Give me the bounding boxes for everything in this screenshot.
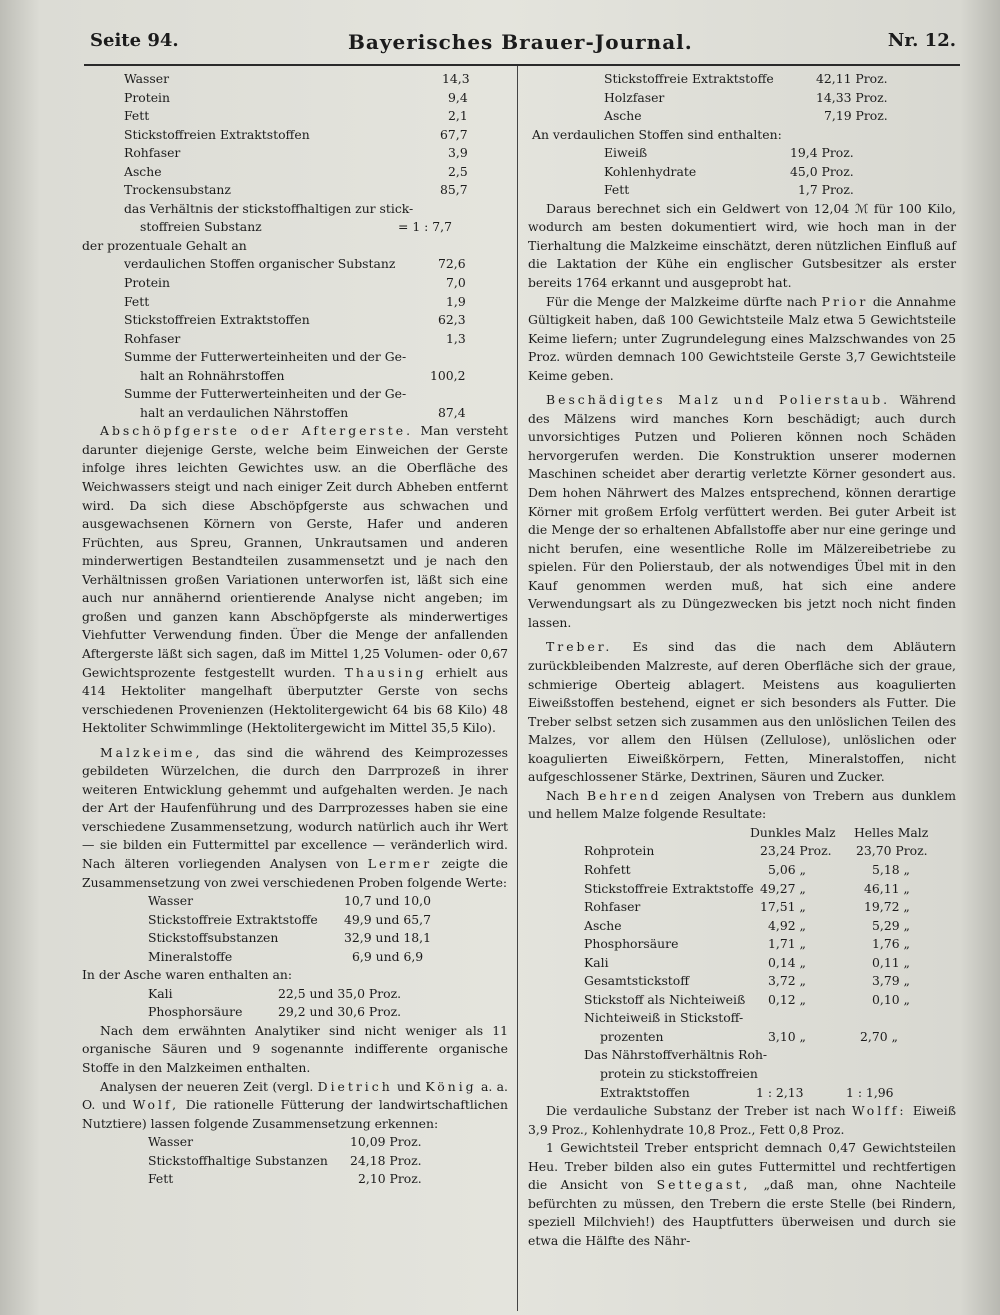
wolff-text: Die verdauliche Substanz der Treber ist nach bbox=[546, 1103, 846, 1119]
row-label: Stickstoffreie Extraktstoffe bbox=[584, 880, 754, 896]
light-value: 23,70 Proz. bbox=[856, 843, 928, 859]
light-value: 19,72 „ bbox=[864, 899, 910, 915]
table-row bbox=[82, 126, 508, 145]
lermer-body: zeigte die Zusammensetzung von zwei verschiedenen Proben folgende Werte: bbox=[82, 855, 508, 890]
sum2-label-line2: halt an verdaulichen Nährstoffen bbox=[140, 404, 349, 420]
table-row bbox=[82, 89, 508, 108]
table-row bbox=[528, 1065, 956, 1084]
table-row bbox=[82, 181, 508, 200]
table-row bbox=[528, 163, 956, 182]
row-value: 19,4 Proz. bbox=[790, 145, 854, 161]
light-value: 1 : 1,96 bbox=[846, 1084, 894, 1100]
asche-intro-row bbox=[82, 966, 508, 985]
row-label-line2: prozenten bbox=[600, 1028, 664, 1044]
author-settegast: Settegast, bbox=[656, 1177, 751, 1193]
row-value: 62,3 bbox=[438, 312, 466, 328]
row-value: 10,7 und 10,0 bbox=[344, 893, 431, 909]
row-value: 2,5 bbox=[448, 163, 468, 179]
column-header-dark: Dunkles Malz bbox=[750, 824, 836, 840]
behrend-text2: zeigen Analysen von Trebern aus dunklem und hellem Malze folgende Resultate: bbox=[528, 787, 956, 822]
sum1-label-line1: Summe der Futterwerteinheiten und der Ge- bbox=[124, 349, 407, 365]
row-label: Asche bbox=[124, 163, 162, 179]
table-row bbox=[82, 255, 508, 274]
sum2-value: 87,4 bbox=[438, 404, 466, 420]
asche-intro: In der Asche waren enthalten an: bbox=[82, 967, 292, 983]
row-value: 14,33 Proz. bbox=[816, 89, 888, 105]
row-value: 1,7 Proz. bbox=[798, 182, 854, 198]
row-value: 2,10 Proz. bbox=[358, 1171, 422, 1187]
row-label: Kohlenhydrate bbox=[604, 163, 697, 179]
table-row bbox=[82, 330, 508, 349]
row-label: Stickstoffreie Extraktstoffe bbox=[148, 911, 318, 927]
table-row bbox=[528, 991, 956, 1010]
abschoepf-body: Man versteht darunter diejenige Gerste, welche beim Einweichen der Gerste infolge ihres leichten Gewichtes usw. an die Oberfläche des Weichwassers steigt und nach einiger Zeit durch Abheben entfernt wird. Da sich diese Abschöpfgerste aus schwachen und ausgewachsenen Körnern von Gerste, Hafer und anderen Früchten, aus Spreu, Grannen, Unkrautsamen und anderen minderwertigen Bestandteilen zusammensetzt und je nach den Verhältnissen großen Variationen unterworfen ist, läßt sich eine auch nur annähernd orientierende Analyse nicht angeben; im großen und ganzen kann Abschöpfgerste als minderwertiges Viehfutter Verwendung finden. Über die Menge der anfallenden Aftergerste läßt sich sagen, daß im Mittel 1,25 Volumen- oder 0,67 Gewichtsprozente festgestellt wurden. bbox=[82, 423, 508, 680]
table-row bbox=[82, 985, 508, 1004]
analysen-text: Analysen der neueren Zeit (vergl. bbox=[100, 1078, 314, 1094]
wolff-paragraph bbox=[528, 1102, 956, 1139]
percent-intro-row bbox=[82, 237, 508, 256]
right-column bbox=[528, 70, 956, 1250]
ratio-label-line2: stoffreien Substanz bbox=[140, 219, 262, 235]
malzkeime-table bbox=[82, 892, 508, 1022]
table-row bbox=[528, 880, 956, 899]
row-label: Rohfett bbox=[584, 861, 631, 877]
row-label: Stickstoffreien Extraktstoffen bbox=[124, 312, 310, 328]
analysen-text2: a. a. O. und bbox=[82, 1078, 508, 1113]
dark-value: 23,24 Proz. bbox=[760, 843, 832, 859]
row-label: Wasser bbox=[148, 893, 194, 909]
verdaulich-intro-row bbox=[528, 126, 956, 145]
row-value: 6,9 und 6,9 bbox=[352, 948, 424, 964]
sum-row bbox=[82, 404, 508, 423]
table-row bbox=[528, 70, 956, 89]
row-label: Phosphorsäure bbox=[148, 1004, 243, 1020]
sum-row bbox=[82, 348, 508, 367]
table-row bbox=[82, 1003, 508, 1022]
ratio-value: = 1 : 7,7 bbox=[398, 219, 452, 235]
table-row bbox=[82, 311, 508, 330]
left-column bbox=[82, 70, 508, 1189]
row-value: 49,9 und 65,7 bbox=[344, 911, 431, 927]
ratio-row bbox=[82, 200, 508, 219]
beschaedigt-body: Während des Mälzens wird manches Korn beschädigt; auch durch unvorsichtiges Putzen und Polieren können noch Schäden hervorgerufen werden. Die Konstruktion unserer modernen Maschinen scheidet aber derartig verletzte Körner gesondert aus. Dem hohen Nährwert des Malzes entsprechend, können derartige Körner mit großem Erfolg verfüttert werden. Bei guter Arbeit ist die Menge der so erhaltenen Abfallstoffe aber nur eine geringe und nicht berufen, eine wesentliche Rolle im Mälzereibetriebe zu spielen. Für den Polierstaub, der als notwendiges Übel mit in den Kauf genommen werden muß, hat sich eine andere Verwendungsart als zu Düngezwecken bis jetzt noch nicht finden lassen. bbox=[528, 392, 956, 630]
table-row bbox=[82, 1152, 508, 1171]
issue-number: Nr. 12. bbox=[887, 30, 956, 51]
abschoepf-paragraph bbox=[82, 422, 508, 737]
ratio-label-line1: das Verhältnis der stickstoffhaltigen zur stick- bbox=[124, 200, 414, 216]
heu-text: 1 Gewichtsteil Treber entspricht demnach 0,47 Gewichtsteilen Heu. Treber bilden also ein gutes Futtermittel und rechtfertigen die Ansicht von bbox=[528, 1140, 956, 1193]
row-value: 85,7 bbox=[440, 182, 468, 198]
row-value: 2,1 bbox=[448, 108, 468, 124]
row-label: Trockensubstanz bbox=[124, 182, 231, 198]
row-label: Rohfaser bbox=[584, 899, 641, 915]
row-label: Wasser bbox=[148, 1134, 194, 1150]
light-value: 5,29 „ bbox=[872, 917, 910, 933]
table-row bbox=[528, 1084, 956, 1103]
lermer-name: Lermer bbox=[367, 855, 433, 871]
table-row bbox=[528, 144, 956, 163]
dark-value: 0,12 „ bbox=[768, 991, 806, 1007]
analysen-paragraph bbox=[82, 1078, 508, 1134]
table-row bbox=[528, 861, 956, 880]
author-dietrich: Dietrich bbox=[317, 1078, 393, 1094]
row-value: 1,9 bbox=[446, 293, 466, 309]
row-value: 72,6 bbox=[438, 256, 466, 272]
beschaedigt-heading: Beschädigtes Malz und Polierstaub. bbox=[546, 392, 891, 408]
row-value: 29,2 und 30,6 Proz. bbox=[278, 1004, 402, 1020]
table-row bbox=[528, 842, 956, 861]
table-row bbox=[528, 107, 956, 126]
table-row bbox=[82, 929, 508, 948]
column-divider bbox=[517, 66, 518, 1311]
dark-value: 5,06 „ bbox=[768, 861, 806, 877]
saeuren-paragraph: Nach dem erwähnten Analytiker sind nicht weniger als 11 organische Säuren und 9 sogenannte indifferente organische Stoffe in den Malzkeimen enthalten. bbox=[82, 1022, 508, 1075]
row-value: 14,3 bbox=[442, 71, 470, 86]
table-row bbox=[528, 1009, 956, 1028]
analysen-text3: Die rationelle Fütterung der landwirtschaftlichen Nutztiere) lassen folgende Zusammensetzung erkennen: bbox=[82, 1097, 508, 1131]
heu-paragraph bbox=[528, 1139, 956, 1250]
thausing-body: erhielt aus 414 Hektoliter mangelhaft überputzter Gerste von sechs verschiedenen Provenienzen (Hektolitergewicht 64 bis 68 Kilo) 48 Hektoliter Schwimmlinge (Hektolitergewicht im Mittel 35,5 Kilo). bbox=[82, 664, 508, 736]
row-value: 10,09 Proz. bbox=[350, 1134, 422, 1150]
row-label: Stickstoffreie Extraktstoffe bbox=[604, 71, 774, 86]
row-label: Asche bbox=[604, 108, 642, 124]
sum1-label-line2: halt an Rohnährstoffen bbox=[140, 367, 285, 383]
row-label-line2: protein zu stickstoffreien bbox=[600, 1065, 758, 1081]
behrend-paragraph bbox=[528, 787, 956, 824]
continued-table bbox=[528, 70, 956, 200]
row-label: Gesamtstickstoff bbox=[584, 973, 690, 989]
beschaedigt-paragraph bbox=[528, 391, 956, 632]
author-koenig: König bbox=[425, 1078, 477, 1094]
row-label: Stickstoff als Nichteiweiß bbox=[584, 991, 746, 1007]
table-row bbox=[528, 181, 956, 200]
row-label: Protein bbox=[124, 275, 170, 291]
row-value: 22,5 und 35,0 Proz. bbox=[278, 985, 402, 1001]
treber-table-header bbox=[528, 824, 956, 843]
table-row bbox=[82, 293, 508, 312]
table-row bbox=[82, 892, 508, 911]
treber-heading: Treber. bbox=[546, 639, 613, 655]
light-value: 5,18 „ bbox=[872, 861, 910, 877]
verdaulich-intro: An verdaulichen Stoffen sind enthalten: bbox=[532, 126, 782, 142]
row-label: Stickstoffreien Extraktstoffen bbox=[124, 126, 310, 142]
ratio-row bbox=[82, 218, 508, 237]
row-label-line1: Nichteiweiß in Stickstoff- bbox=[584, 1010, 744, 1026]
neu-analysis-table bbox=[82, 1133, 508, 1189]
composition-table bbox=[82, 70, 508, 422]
dark-value: 4,92 „ bbox=[768, 917, 806, 933]
row-label: Fett bbox=[124, 108, 150, 124]
column-header-light: Helles Malz bbox=[854, 824, 929, 840]
dark-value: 1 : 2,13 bbox=[756, 1084, 804, 1100]
row-label: Fett bbox=[148, 1171, 174, 1187]
table-row bbox=[528, 898, 956, 917]
row-label: Eiweiß bbox=[604, 145, 648, 161]
row-label: verdaulichen Stoffen organischer Substanz bbox=[124, 256, 396, 272]
abschoepf-heading: Abschöpfgerste oder Aftergerste. bbox=[100, 423, 414, 439]
table-row bbox=[528, 954, 956, 973]
table-row bbox=[82, 144, 508, 163]
row-value: 67,7 bbox=[440, 126, 468, 142]
row-label: Fett bbox=[604, 182, 630, 198]
row-label-line3: Extraktstoffen bbox=[600, 1084, 690, 1100]
row-value: 45,0 Proz. bbox=[790, 163, 854, 179]
page-header bbox=[86, 30, 956, 58]
table-row bbox=[82, 274, 508, 293]
row-label: Asche bbox=[584, 917, 622, 933]
wolff-text2: Eiweiß 3,9 Proz., Kohlenhydrate 10,8 Proz., Fett 0,8 Proz. bbox=[528, 1103, 956, 1137]
malzkeime-paragraph bbox=[82, 744, 508, 892]
table-row bbox=[82, 107, 508, 126]
sum2-label-line1: Summe der Futterwerteinheiten und der Ge- bbox=[124, 386, 407, 402]
light-value: 0,10 „ bbox=[872, 991, 910, 1007]
light-value: 46,11 „ bbox=[864, 880, 910, 896]
author-wolf: Wolf, bbox=[132, 1097, 180, 1113]
light-value: 2,70 „ bbox=[860, 1028, 898, 1044]
row-label: Phosphorsäure bbox=[584, 936, 679, 952]
row-value: 32,9 und 18,1 bbox=[344, 930, 431, 946]
row-label: Stickstoffsubstanzen bbox=[148, 930, 279, 946]
row-value: 24,18 Proz. bbox=[350, 1152, 422, 1168]
dark-value: 49,27 „ bbox=[760, 880, 806, 896]
row-label: Protein bbox=[124, 89, 170, 105]
treber-body: Es sind das die nach dem Abläutern zurückbleibenden Malzreste, auf deren Oberfläche sich der graue, schmierige Oberteig ablagert. Meistens aus koagulierten Eiweißstoffen bestehend, eignet er sich besonders als Futter. Die Treber selbst setzen sich zusammen aus den unlöslichen Teilen des Malzes, vor allem den Hülsen (Zellulose), unlöslichen oder koagulierten Eiweißkörpern, Fetten, Mineralstoffen, nicht aufgeschlossener Stärke, Dextrinen, Säuren und Zucker. bbox=[528, 639, 956, 785]
journal-title: Bayerisches Brauer-Journal. bbox=[348, 30, 693, 54]
author-prior: Prior bbox=[821, 293, 869, 309]
treber-table bbox=[528, 824, 956, 1102]
prior-text2: die Annahme Gültigkeit haben, daß 100 Gewichtsteile Malz etwa 5 Gewichtsteile Keime liefern; unter Zugrundelegung eines Malzschwandes von 25 Proz. würden demnach 100 Gewichtsteile Gerste 3,7 Gewichtsteile Keime geben. bbox=[528, 293, 956, 383]
table-row bbox=[82, 1170, 508, 1189]
table-row bbox=[82, 911, 508, 930]
table-row bbox=[528, 89, 956, 108]
page-number: Seite 94. bbox=[90, 30, 179, 51]
row-value: 3,9 bbox=[448, 145, 468, 161]
dark-value: 1,71 „ bbox=[768, 936, 806, 952]
percent-intro: der prozentuale Gehalt an bbox=[82, 237, 247, 253]
row-label: Rohfaser bbox=[124, 145, 181, 161]
row-label: Mineralstoffe bbox=[148, 948, 233, 964]
prior-paragraph bbox=[528, 293, 956, 386]
table-row bbox=[82, 163, 508, 182]
header-rule bbox=[84, 64, 960, 66]
row-label-line1: Das Nährstoffverhältnis Roh- bbox=[584, 1047, 768, 1063]
treber-paragraph bbox=[528, 638, 956, 786]
dark-value: 17,51 „ bbox=[760, 899, 806, 915]
row-value: 1,3 bbox=[446, 330, 466, 346]
behrend-text: Nach bbox=[546, 787, 580, 803]
row-label: Kali bbox=[584, 954, 609, 970]
row-label: Rohfaser bbox=[124, 330, 181, 346]
thausing-name: Thausing bbox=[344, 664, 427, 680]
malzkeime-body: das sind die während des Keimprozesses gebildeten Würzelchen, die durch den Darrprozeß in ihrer weiteren Entwicklung gehemmt und aufgehalten werden. Je nach der Art der Haufenführung und des Darrprozesses haben sie eine verschiedene Zusammensetzung, wodurch natürlich auch ihr Wert — sie bilden ein Futtermittel par excellence — veränderlich wird. Nach älteren vorliegenden Analysen von bbox=[82, 744, 508, 871]
row-value: 9,4 bbox=[448, 89, 468, 105]
table-row bbox=[528, 972, 956, 991]
light-value: 3,79 „ bbox=[872, 973, 910, 989]
light-value: 0,11 „ bbox=[872, 954, 910, 970]
settegast-quote: „daß man, ohne Nachteile befürchten zu müssen, den Trebern die erste Stelle (bei Rindern, speziell Milchvieh!) des Hauptfutters überweisen und durch sie etwa die Hälfte des Nähr- bbox=[528, 1177, 956, 1248]
row-label: Kali bbox=[148, 985, 173, 1001]
malzkeime-heading: Malzkeime, bbox=[100, 744, 203, 760]
row-label: Stickstoffhaltige Substanzen bbox=[148, 1152, 328, 1168]
author-behrend: Behrend bbox=[587, 787, 662, 803]
row-label: Rohprotein bbox=[584, 843, 655, 859]
table-row bbox=[82, 70, 508, 89]
table-row bbox=[528, 1046, 956, 1065]
prior-text: Für die Menge der Malzkeime dürfte nach bbox=[546, 293, 818, 309]
table-row bbox=[528, 935, 956, 954]
row-label: Fett bbox=[124, 293, 150, 309]
geldwert-paragraph: Daraus berechnet sich ein Geldwert von 12,04 ℳ für 100 Kilo, wodurch am besten dokumentiert wird, wie hoch man in der Tierhaltung die Malzkeime einschätzt, deren nützlichen Einfluß auf die Laktation der Kühe ein englischer Gutsbesitzer als erster bereits 1764 erkannt und ausgeprobt hat. bbox=[528, 200, 956, 291]
table-row bbox=[528, 917, 956, 936]
table-row bbox=[82, 1133, 508, 1152]
row-value: 42,11 Proz. bbox=[816, 71, 888, 86]
light-value: 1,76 „ bbox=[872, 936, 910, 952]
sum-row bbox=[82, 385, 508, 404]
row-label: Wasser bbox=[124, 71, 170, 86]
row-value: 7,19 Proz. bbox=[824, 108, 888, 124]
row-value: 7,0 bbox=[446, 275, 466, 291]
dark-value: 3,10 „ bbox=[768, 1028, 806, 1044]
sum-row bbox=[82, 367, 508, 386]
table-row bbox=[528, 1028, 956, 1047]
dark-value: 0,14 „ bbox=[768, 954, 806, 970]
table-row bbox=[82, 948, 508, 967]
sum1-value: 100,2 bbox=[430, 367, 466, 383]
row-label: Holzfaser bbox=[604, 89, 665, 105]
author-wolff: Wolff: bbox=[851, 1103, 907, 1119]
analysen-und: und bbox=[397, 1078, 421, 1094]
dark-value: 3,72 „ bbox=[768, 973, 806, 989]
